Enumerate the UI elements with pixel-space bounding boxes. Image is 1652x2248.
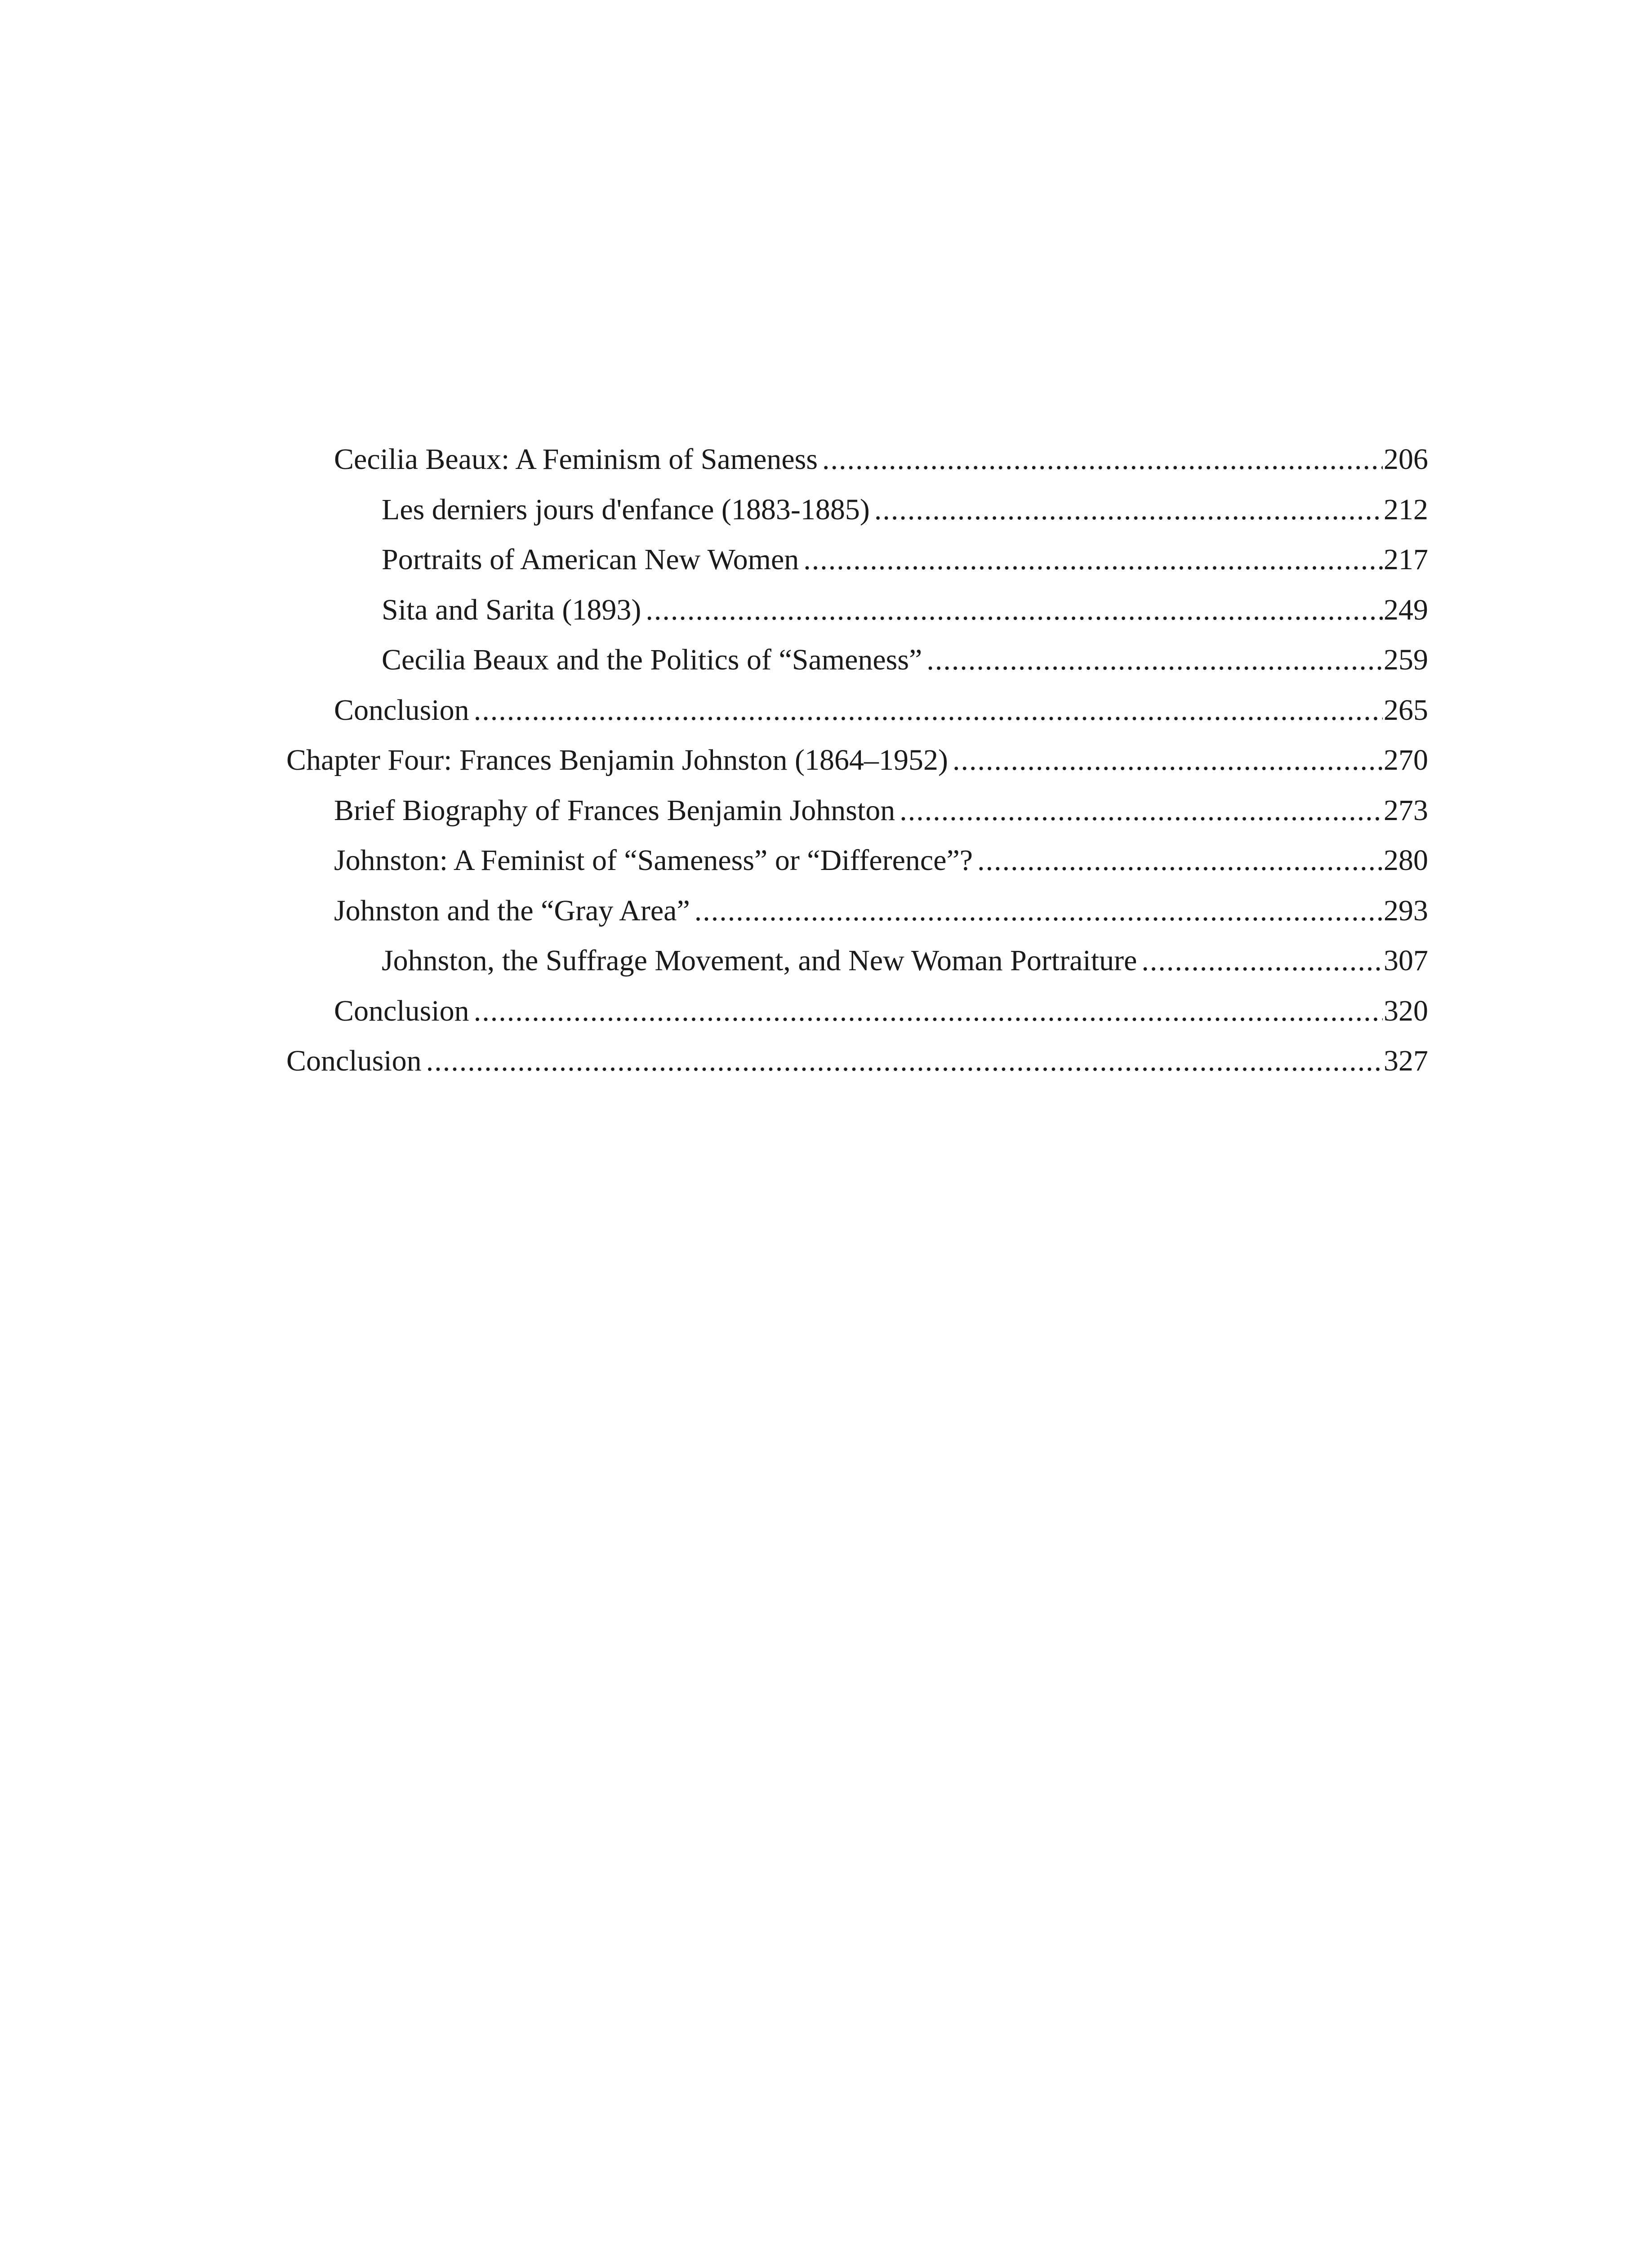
toc-dot-leader <box>1141 936 1383 986</box>
toc-entry[interactable] <box>286 785 1428 836</box>
toc-entry[interactable] <box>286 485 1428 535</box>
toc-dot-leader <box>953 735 1383 785</box>
toc-entry[interactable] <box>286 986 1428 1036</box>
toc-entry[interactable] <box>286 585 1428 635</box>
toc-entry-page: 327 <box>1384 1044 1428 1077</box>
toc-entry[interactable] <box>286 535 1428 585</box>
toc-dot-leader <box>474 986 1383 1036</box>
toc-entry-title: Cecilia Beaux: A Feminism of Sameness <box>334 443 818 476</box>
toc-entry-title: Conclusion <box>334 693 469 727</box>
toc-entry-title: Conclusion <box>334 994 469 1027</box>
toc-entry-title: Conclusion <box>286 1044 422 1077</box>
toc-entry[interactable] <box>286 1036 1428 1086</box>
toc-entry-page: 259 <box>1384 643 1428 676</box>
toc-dot-leader <box>874 485 1383 535</box>
toc-dot-leader <box>977 835 1383 886</box>
toc-entry-page: 270 <box>1384 744 1428 776</box>
toc-entry-title: Johnston and the “Gray Area” <box>334 894 690 927</box>
toc-entry-title: Les derniers jours d'enfance (1883-1885) <box>382 493 870 526</box>
toc-entry-title: Brief Biography of Frances Benjamin Johnston <box>334 794 895 827</box>
toc-entry-page: 249 <box>1384 593 1428 626</box>
toc-entry[interactable] <box>286 685 1428 736</box>
toc-entry-page: 217 <box>1384 543 1428 576</box>
toc-entry[interactable] <box>286 936 1428 986</box>
toc-dot-leader <box>822 434 1383 485</box>
toc-entry-page: 293 <box>1384 894 1428 927</box>
table-of-contents <box>286 434 1428 1086</box>
toc-entry[interactable] <box>286 635 1428 685</box>
toc-dot-leader <box>926 635 1383 685</box>
toc-dot-leader <box>695 886 1383 936</box>
toc-entry-page: 273 <box>1384 794 1428 827</box>
toc-entry[interactable] <box>286 835 1428 886</box>
toc-entry-title: Johnston: A Feminist of “Sameness” or “Difference”? <box>334 844 973 877</box>
toc-entry[interactable] <box>286 886 1428 936</box>
toc-entry-title: Cecilia Beaux and the Politics of “Sameness” <box>382 643 922 676</box>
toc-dot-leader <box>899 785 1383 836</box>
toc-entry[interactable] <box>286 735 1428 785</box>
toc-entry-title: Portraits of American New Women <box>382 543 799 576</box>
toc-entry-title: Johnston, the Suffrage Movement, and New Woman Portraiture <box>382 944 1137 977</box>
toc-dot-leader <box>474 685 1383 736</box>
toc-entry-page: 212 <box>1384 493 1428 526</box>
toc-entry-page: 280 <box>1384 844 1428 877</box>
toc-entry-title: Sita and Sarita (1893) <box>382 593 641 626</box>
toc-dot-leader <box>803 535 1383 585</box>
toc-entry-page: 320 <box>1384 994 1428 1027</box>
toc-entry-page: 265 <box>1384 693 1428 727</box>
toc-dot-leader <box>426 1036 1383 1086</box>
toc-entry-title: Chapter Four: Frances Benjamin Johnston (1864–1952) <box>286 744 948 776</box>
toc-entry-page: 307 <box>1384 944 1428 977</box>
toc-entry[interactable] <box>286 434 1428 485</box>
toc-entry-page: 206 <box>1384 443 1428 476</box>
toc-dot-leader <box>646 585 1383 635</box>
